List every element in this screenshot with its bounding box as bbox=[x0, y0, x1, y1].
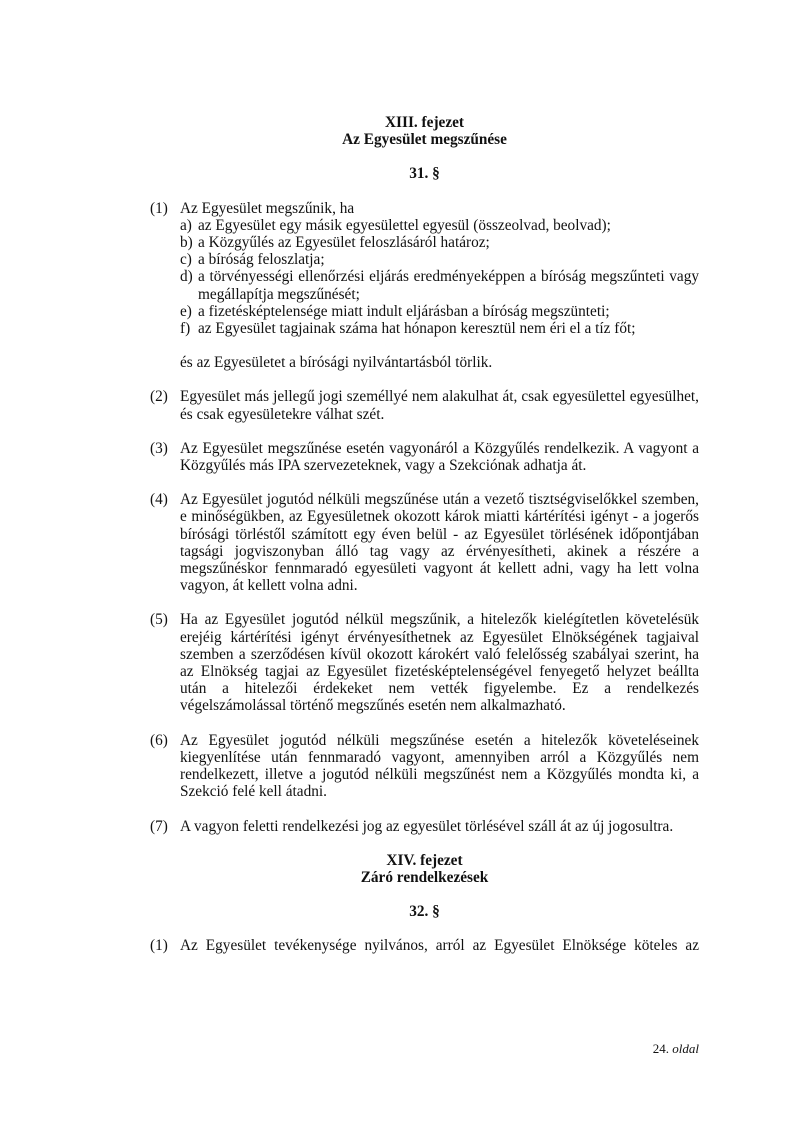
item-text: a bíróság feloszlatja; bbox=[198, 251, 325, 269]
paragraph-1 bbox=[150, 200, 699, 372]
item-text: az Egyesület tagjainak száma hat hónapon keresztül nem éri el a tíz főt; bbox=[198, 320, 636, 338]
chapter-title: XIII. fejezet bbox=[385, 114, 464, 131]
chapter-13-heading bbox=[150, 114, 699, 148]
paragraph-number: (6) bbox=[150, 731, 168, 749]
paragraph-text: Az Egyesület jogutód nélküli megszűnése után a vezető tisztségviselőkkel szemben, e minőségükben, az Egyesületnek okozott károk miatti kártérítési igényt - a jogerős bírósági törléstől számított egy éven belül - az Egyesület törlésének időpontjában tagsági jogviszonyban álló tag vagy az érvényesítheti, akinek a részére a megszűnéskor fennmaradó egyesületi vagyont át kellett adni, vagy ha lett volna vagyon, át kellett volna adni. bbox=[180, 491, 699, 595]
item-label: e) bbox=[180, 302, 192, 320]
chapter-title: XIV. fejezet bbox=[386, 851, 463, 869]
chapter-subtitle: Az Egyesület megszűnése bbox=[342, 131, 507, 149]
section-number: 31. § bbox=[409, 165, 440, 183]
item-text: a törvényességi ellenőrzési eljárás eredményeképpen a bíróság megszűnteti vagy megállapítja megszűnését; bbox=[198, 268, 699, 303]
paragraph-1 bbox=[150, 937, 699, 954]
item-label: b) bbox=[180, 234, 193, 252]
paragraph-number: (4) bbox=[150, 491, 168, 509]
paragraph-text: Egyesület más jellegű jogi személlyé nem alakulhat át, csak egyesülettel egyesülhet, és csak egyesületekre válhat szét. bbox=[180, 388, 699, 423]
paragraph-5 bbox=[150, 611, 699, 714]
list-item bbox=[180, 234, 699, 251]
list-item bbox=[180, 217, 699, 234]
paragraph-closing: és az Egyesületet a bírósági nyilvántartásból törlik. bbox=[180, 354, 493, 372]
list-item bbox=[180, 303, 699, 320]
paragraph-number: (7) bbox=[150, 817, 168, 835]
paragraph-text: Az Egyesület megszűnése esetén vagyonáról a Közgyűlés rendelkezik. A vagyont a Közgyűlés más IPA szervezeteknek, vagy a Szekciónak adhatja át. bbox=[180, 439, 699, 475]
item-text: az Egyesület egy másik egyesülettel egyesül (összeolvad, beolvad); bbox=[198, 216, 611, 234]
paragraph-number: (1) bbox=[150, 937, 168, 955]
paragraph-7 bbox=[150, 818, 699, 835]
paragraph-text: A vagyon feletti rendelkezési jog az egyesület törlésével száll át az új jogosultra. bbox=[180, 817, 674, 835]
paragraph-number: (2) bbox=[150, 388, 168, 406]
page-footer bbox=[653, 1040, 699, 1057]
item-text: a fizetésképtelensége miatt indult eljárásban a bíróság megszünteti; bbox=[198, 302, 610, 320]
item-label: f) bbox=[180, 320, 191, 338]
paragraph-3 bbox=[150, 440, 699, 474]
paragraph-2 bbox=[150, 388, 699, 422]
item-label: d) bbox=[180, 268, 193, 286]
paragraph-number: (5) bbox=[150, 611, 168, 629]
page-label: oldal bbox=[672, 1041, 699, 1056]
paragraph-text: Az Egyesület tevékenysége nyilvános, arról az Egyesület Elnöksége köteles az bbox=[180, 937, 699, 955]
item-label: c) bbox=[180, 251, 192, 269]
item-label: a) bbox=[180, 216, 192, 234]
item-text: a Közgyűlés az Egyesület feloszlásáról határoz; bbox=[198, 234, 490, 252]
condition-list bbox=[180, 217, 699, 337]
section-number: 32. § bbox=[409, 903, 440, 921]
page-number: 24. bbox=[652, 1041, 670, 1056]
paragraph-text: Ha az Egyesület jogutód nélkül megszűnik, a hitelezők kielégítetlen követelésük erejéig kártérítési igényt érvényesíthetnek az Egyesület Elnökségének tagjaival szemben a szerződésen kívül okozott károkért való felelősség szabályai szerint, ha az Elnökség tagjai az Egyesület fizetésképtelenségével fenyegető helyzet beállta után a hitelezői érdekeket nem vették figyelembe. Ez a rendelkezés végelszámolással történő megszűnés esetén nem alkalmazható. bbox=[180, 611, 699, 715]
list-item bbox=[180, 251, 699, 268]
paragraph-text: Az Egyesület jogutód nélküli megszűnése esetén a hitelezők követeléseinek kiegyenlítése után fennmaradó vagyont, amennyiben arról a Közgyűlés nem rendelkezett, illetve a jogutód nélküli megszűnést nem a Közgyűlés mondta ki, a Szekció felé kell átadni. bbox=[180, 731, 699, 801]
paragraph-number: (1) bbox=[150, 199, 168, 217]
list-item bbox=[180, 268, 699, 302]
paragraph-4 bbox=[150, 491, 699, 594]
paragraph-6 bbox=[150, 732, 699, 801]
paragraph-number: (3) bbox=[150, 439, 168, 457]
document-page bbox=[150, 114, 699, 972]
chapter-subtitle: Záró rendelkezések bbox=[360, 868, 489, 886]
chapter-14-heading bbox=[150, 852, 699, 886]
paragraph-intro: Az Egyesület megszűnik, ha bbox=[180, 199, 355, 217]
list-item bbox=[180, 320, 699, 337]
